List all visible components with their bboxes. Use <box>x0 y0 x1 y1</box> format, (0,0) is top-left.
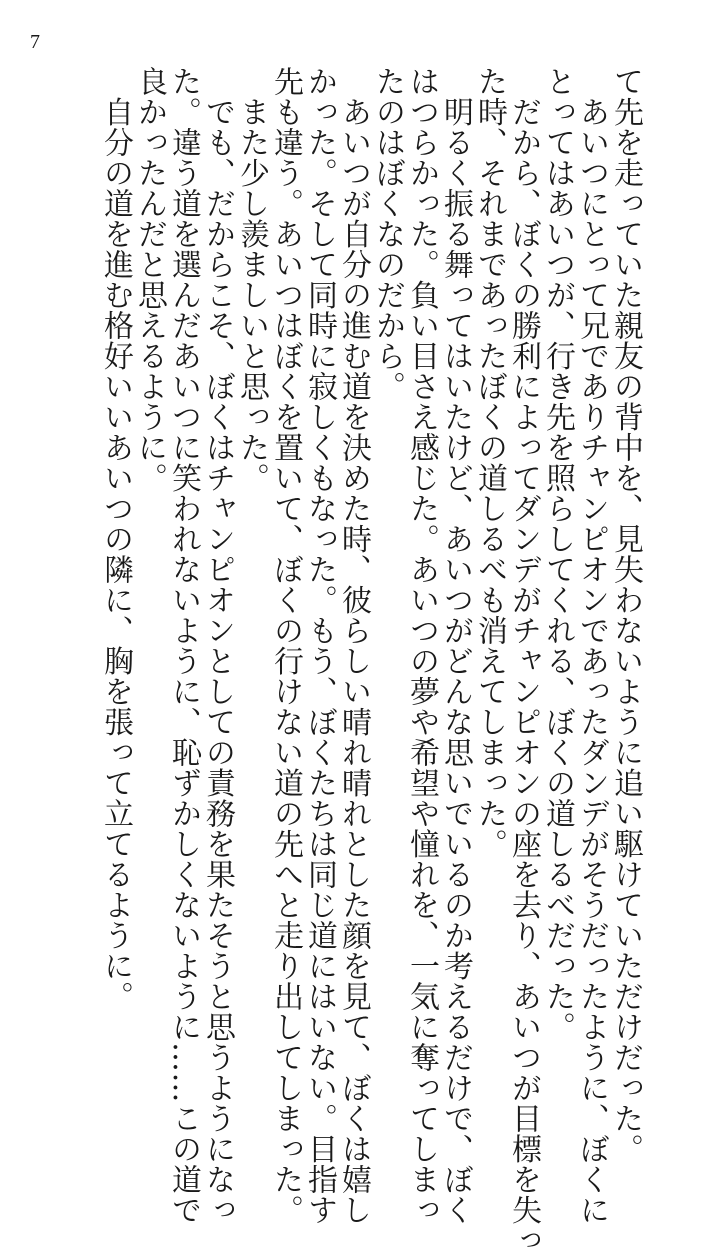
text-line: あいつが自分の進む道を決めた時、彼らしい晴れ晴れとした顔を見て、ぼくは嬉し <box>336 66 371 1225</box>
text-line: また少し羨ましいと思った。 <box>234 66 269 493</box>
text-line: あいつにとって兄でありチャンピオンであったダンデがそうだったように、ぼくに <box>574 66 609 1225</box>
text-line: とってはあいつが、行き先を照らしてくれる、ぼくの道しるべだった。 <box>540 66 575 1042</box>
text-line: て先を走っていた親友の背中を、見失わないように追い駆けていただけだった。 <box>608 66 643 1164</box>
text-line: だから、ぼくの勝利によってダンデがチャンピオンの座を去り、あいつが目標を失っ <box>506 66 541 1256</box>
page-number: 7 <box>30 31 40 53</box>
text-line: たのはぼくなのだから。 <box>370 66 405 402</box>
text-line: 明るく振る舞ってはいたけど、あいつがどんな思いでいるのか考えるだけで、ぼく <box>438 66 473 1225</box>
text-line: 先も違う。あいつはぼくを置いて、ぼくの行けない道の先へと走り出してしまった。 <box>268 66 303 1225</box>
text-line: 良かったんだと思えるように。 <box>132 66 167 493</box>
text-line: はつらかった。負い目さえ感じた。あいつの夢や希望や憧れを、一気に奪ってしまっ <box>404 66 439 1225</box>
text-line: でも、だからこそ、ぼくはチャンピオンとしての責務を果たそうと思うようになっ <box>200 66 235 1225</box>
body-text <box>98 66 643 1256</box>
text-line: かった。そして同時に寂しくもなった。もう、ぼくたちは同じ道にはいない。目指す <box>302 66 337 1225</box>
text-line: 自分の道を進む格好いいあいつの隣に、胸を張って立てるように。 <box>98 66 133 1012</box>
text-line: た。違う道を選んだあいつに笑われないように、恥ずかしくないように……この道で <box>166 66 201 1225</box>
text-line: た時、それまであったぼくの道しるべも消えてしまった。 <box>472 66 507 859</box>
